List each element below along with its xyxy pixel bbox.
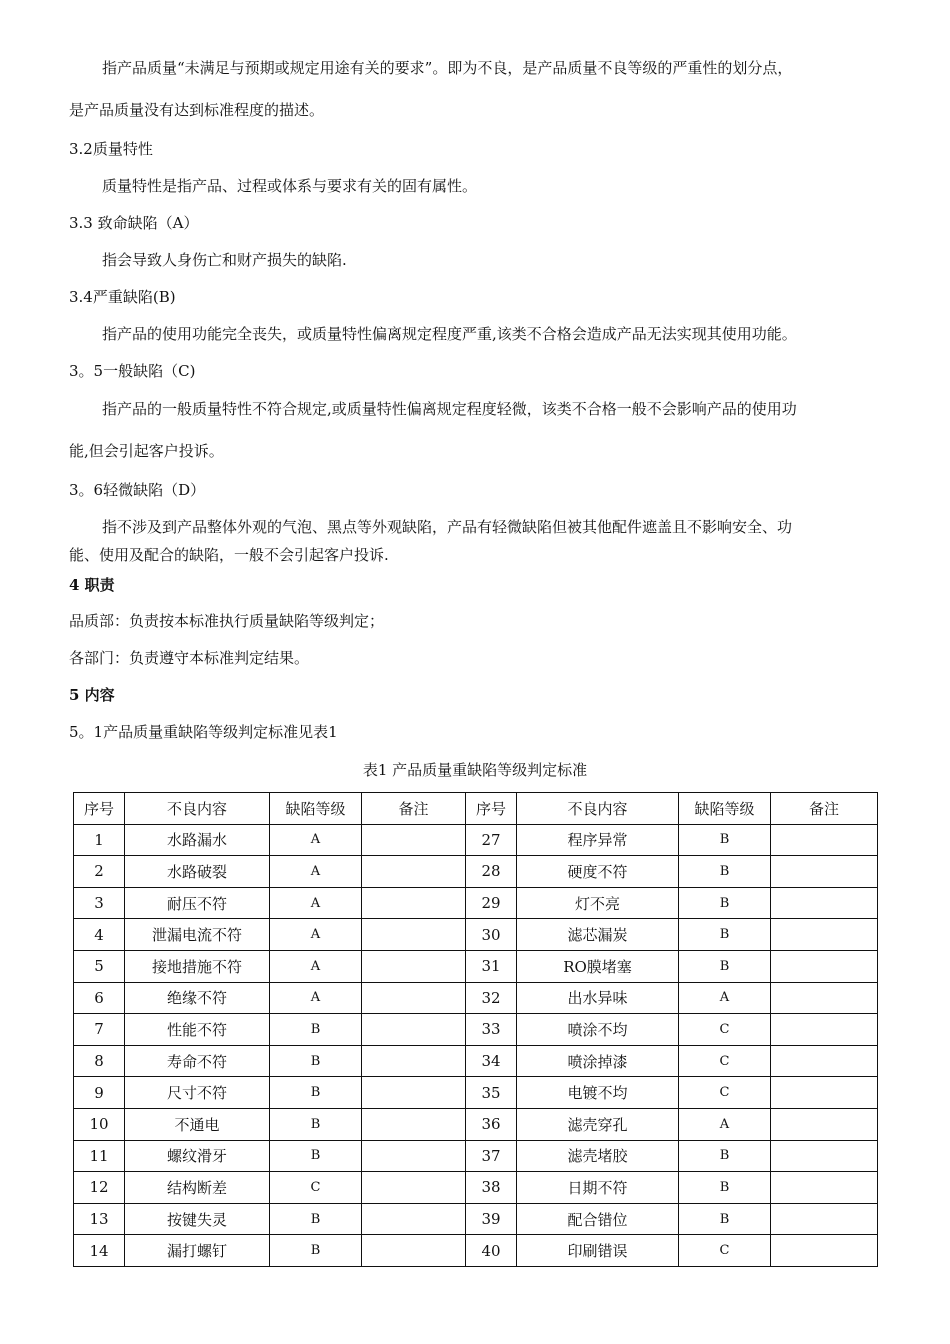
cell-item: 漏打螺钉: [125, 1235, 270, 1267]
cell-note: [771, 1203, 878, 1235]
table-row: [74, 1045, 878, 1077]
cell-grade: A: [679, 982, 771, 1014]
paragraph-5-1: 5。1产品质量重缺陷等级判定标准见表1: [69, 723, 338, 741]
heading-5-content: 5 内容: [69, 686, 115, 704]
cell-grade: A: [270, 824, 362, 856]
cell-item: 螺纹滑牙: [125, 1140, 270, 1172]
table-caption: 表1 产品质量重缺陷等级判定标准: [362, 761, 588, 779]
cell-item: 不通电: [125, 1108, 270, 1140]
table-header-row: [74, 793, 878, 825]
cell-note: [362, 1140, 466, 1172]
cell-item: RO膜堵塞: [517, 950, 679, 982]
cell-item: 水路破裂: [125, 856, 270, 888]
cell-grade: A: [270, 982, 362, 1014]
paragraph-4-all-depts: 各部门：负责遵守本标准判定结果。: [69, 649, 310, 667]
paragraph-defect-definition-line1: 指产品质量“未满足与预期或规定用途有关的要求”。即为不良，是产品质量不良等级的严重性的划分点，: [102, 59, 793, 77]
cell-item: 滤壳堵胶: [517, 1140, 679, 1172]
header-item: 不良内容: [125, 793, 270, 825]
table-row: [74, 1140, 878, 1172]
header-item: 不良内容: [517, 793, 679, 825]
cell-note: [771, 1235, 878, 1267]
paragraph-3-6-line2: 能、使用及配合的缺陷，一般不会引起客户投诉.: [69, 546, 389, 564]
cell-grade: A: [679, 1108, 771, 1140]
cell-item: 绝缘不符: [125, 982, 270, 1014]
cell-grade: B: [679, 824, 771, 856]
header-seq: 序号: [74, 793, 125, 825]
table-row: [74, 1077, 878, 1109]
cell-grade: B: [679, 1203, 771, 1235]
cell-note: [362, 1108, 466, 1140]
cell-note: [362, 982, 466, 1014]
cell-item: 印刷错误: [517, 1235, 679, 1267]
cell-item: 水路漏水: [125, 824, 270, 856]
header-note: 备注: [362, 793, 466, 825]
cell-seq: 6: [74, 982, 125, 1014]
cell-item: 滤壳穿孔: [517, 1108, 679, 1140]
cell-note: [362, 824, 466, 856]
cell-seq: 7: [74, 1014, 125, 1046]
paragraph-3-5-line1: 指产品的一般质量特性不符合规定,或质量特性偏离规定程度轻微，该类不合格一般不会影响产品的使用功: [102, 400, 797, 418]
cell-note: [362, 1014, 466, 1046]
cell-note: [771, 824, 878, 856]
cell-grade: B: [270, 1140, 362, 1172]
cell-item: 耐压不符: [125, 887, 270, 919]
cell-grade: C: [270, 1172, 362, 1204]
cell-seq: 29: [466, 887, 517, 919]
cell-seq: 30: [466, 919, 517, 951]
table-row: [74, 1108, 878, 1140]
cell-item: 结构断差: [125, 1172, 270, 1204]
cell-seq: 10: [74, 1108, 125, 1140]
cell-seq: 8: [74, 1045, 125, 1077]
cell-note: [362, 1045, 466, 1077]
cell-note: [362, 1077, 466, 1109]
paragraph-4-quality-dept: 品质部：负责按本标准执行质量缺陷等级判定；: [69, 612, 385, 630]
cell-grade: C: [679, 1077, 771, 1109]
cell-grade: B: [270, 1203, 362, 1235]
cell-note: [362, 919, 466, 951]
cell-note: [771, 1108, 878, 1140]
cell-seq: 34: [466, 1045, 517, 1077]
cell-note: [771, 887, 878, 919]
cell-seq: 28: [466, 856, 517, 888]
cell-grade: B: [679, 887, 771, 919]
cell-item: 按键失灵: [125, 1203, 270, 1235]
cell-grade: A: [270, 919, 362, 951]
cell-note: [771, 856, 878, 888]
table-row: [74, 1172, 878, 1204]
cell-seq: 37: [466, 1140, 517, 1172]
defect-grade-table: [73, 792, 878, 1267]
cell-item: 配合错位: [517, 1203, 679, 1235]
paragraph-3-6-line1: 指不涉及到产品整体外观的气泡、黑点等外观缺陷，产品有轻微缺陷但被其他配件遮盖且不影响安全、功: [102, 518, 793, 536]
cell-grade: B: [270, 1077, 362, 1109]
cell-item: 泄漏电流不符: [125, 919, 270, 951]
cell-note: [771, 1045, 878, 1077]
cell-seq: 4: [74, 919, 125, 951]
cell-item: 喷涂掉漆: [517, 1045, 679, 1077]
table-row: [74, 1203, 878, 1235]
cell-grade: B: [679, 1172, 771, 1204]
cell-grade: A: [270, 950, 362, 982]
cell-note: [362, 950, 466, 982]
cell-seq: 27: [466, 824, 517, 856]
cell-seq: 35: [466, 1077, 517, 1109]
cell-note: [362, 1172, 466, 1204]
cell-seq: 12: [74, 1172, 125, 1204]
cell-seq: 36: [466, 1108, 517, 1140]
cell-note: [362, 1235, 466, 1267]
cell-seq: 1: [74, 824, 125, 856]
cell-grade: B: [270, 1045, 362, 1077]
header-grade: 缺陷等级: [679, 793, 771, 825]
cell-note: [771, 1140, 878, 1172]
cell-note: [771, 1077, 878, 1109]
paragraph-defect-definition-line2: 是产品质量没有达到标准程度的描述。: [69, 101, 325, 119]
cell-item: 硬度不符: [517, 856, 679, 888]
paragraph-3-5-line2: 能,但会引起客户投诉。: [69, 442, 224, 460]
cell-note: [771, 982, 878, 1014]
cell-item: 电镀不均: [517, 1077, 679, 1109]
table-row: [74, 982, 878, 1014]
cell-grade: B: [270, 1108, 362, 1140]
table-row: [74, 1014, 878, 1046]
cell-seq: 2: [74, 856, 125, 888]
cell-grade: C: [679, 1045, 771, 1077]
cell-seq: 33: [466, 1014, 517, 1046]
table-row: [74, 824, 878, 856]
cell-note: [771, 919, 878, 951]
cell-note: [362, 1203, 466, 1235]
cell-seq: 5: [74, 950, 125, 982]
table-row: [74, 950, 878, 982]
cell-item: 性能不符: [125, 1014, 270, 1046]
paragraph-3-4: 指产品的使用功能完全丧失，或质量特性偏离规定程度严重,该类不合格会造成产品无法实现其使用功能。: [102, 325, 797, 343]
cell-grade: A: [270, 887, 362, 919]
cell-grade: B: [679, 919, 771, 951]
header-seq: 序号: [466, 793, 517, 825]
cell-note: [362, 856, 466, 888]
cell-seq: 13: [74, 1203, 125, 1235]
cell-seq: 3: [74, 887, 125, 919]
cell-grade: B: [270, 1235, 362, 1267]
cell-item: 程序异常: [517, 824, 679, 856]
heading-3-6: 3。6轻微缺陷（D）: [69, 481, 206, 499]
cell-item: 灯不亮: [517, 887, 679, 919]
cell-item: 尺寸不符: [125, 1077, 270, 1109]
cell-grade: B: [270, 1014, 362, 1046]
table-row: [74, 856, 878, 888]
cell-seq: 39: [466, 1203, 517, 1235]
cell-grade: B: [679, 1140, 771, 1172]
cell-item: 出水异味: [517, 982, 679, 1014]
table-row: [74, 887, 878, 919]
cell-grade: B: [679, 950, 771, 982]
cell-seq: 14: [74, 1235, 125, 1267]
table-row: [74, 1235, 878, 1267]
cell-item: 滤芯漏炭: [517, 919, 679, 951]
paragraph-3-3: 指会导致人身伤亡和财产损失的缺陷.: [102, 251, 347, 269]
cell-item: 日期不符: [517, 1172, 679, 1204]
cell-seq: 40: [466, 1235, 517, 1267]
cell-note: [771, 950, 878, 982]
cell-grade: B: [679, 856, 771, 888]
heading-3-2: 3.2质量特性: [69, 140, 153, 158]
header-note: 备注: [771, 793, 878, 825]
cell-grade: C: [679, 1235, 771, 1267]
cell-seq: 32: [466, 982, 517, 1014]
cell-item: 喷涂不均: [517, 1014, 679, 1046]
heading-3-5: 3。5一般缺陷（C): [69, 362, 196, 380]
cell-grade: A: [270, 856, 362, 888]
heading-3-4: 3.4严重缺陷(B): [69, 288, 176, 306]
cell-item: 接地措施不符: [125, 950, 270, 982]
paragraph-3-2: 质量特性是指产品、过程或体系与要求有关的固有属性。: [102, 177, 478, 195]
cell-note: [771, 1172, 878, 1204]
heading-3-3: 3.3 致命缺陷（A）: [69, 214, 199, 232]
header-grade: 缺陷等级: [270, 793, 362, 825]
cell-item: 寿命不符: [125, 1045, 270, 1077]
cell-grade: C: [679, 1014, 771, 1046]
cell-note: [771, 1014, 878, 1046]
heading-4-responsibilities: 4 职责: [69, 576, 115, 594]
cell-note: [362, 887, 466, 919]
cell-seq: 31: [466, 950, 517, 982]
table-row: [74, 919, 878, 951]
cell-seq: 38: [466, 1172, 517, 1204]
cell-seq: 11: [74, 1140, 125, 1172]
cell-seq: 9: [74, 1077, 125, 1109]
